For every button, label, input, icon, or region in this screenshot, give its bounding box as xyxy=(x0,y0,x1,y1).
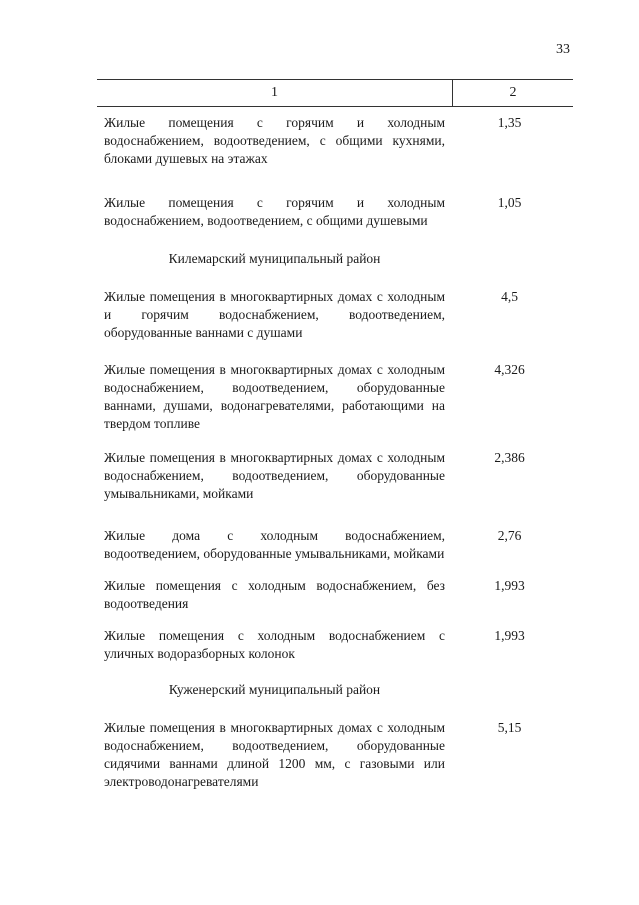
section-heading: Куженерский муниципальный район xyxy=(168,682,381,697)
row-description: Жилые помещения с горячим и холодным водоснабжением, водоотведением, с общими кухнями, блоками душевых на этажах xyxy=(104,115,445,166)
row-description: Жилые помещения с холодным водоснабжением с уличных водоразборных колонок xyxy=(104,628,445,661)
row-description: Жилые помещения в многоквартирных домах с холодным водоснабжением, водоотведением, оборудованные сидячими ваннами длиной 1200 мм, с газовыми или электроводонагревателями xyxy=(104,720,445,789)
row-value: 1,35 xyxy=(497,115,522,130)
table-row xyxy=(104,194,574,230)
row-value: 1,05 xyxy=(497,195,522,210)
table-row xyxy=(104,627,574,663)
table-row xyxy=(104,449,574,503)
section-heading: Килемарский муниципальный район xyxy=(168,251,381,266)
row-value: 2,386 xyxy=(494,450,525,465)
row-description: Жилые помещения в многоквартирных домах с холодным водоснабжением, водоотведением, оборудованные умывальниками, мойками xyxy=(104,450,445,501)
row-value: 4,326 xyxy=(494,362,525,377)
table-row xyxy=(104,527,574,563)
page-number: 33 xyxy=(556,42,570,57)
row-value: 5,15 xyxy=(497,720,522,735)
row-value: 1,993 xyxy=(494,628,525,643)
row-value: 1,993 xyxy=(494,578,525,593)
row-description: Жилые помещения с горячим и холодным водоснабжением, водоотведением, с общими душевыми xyxy=(104,195,445,228)
header-col-1: 1 xyxy=(97,80,453,106)
row-description: Жилые дома с холодным водоснабжением, водоотведением, оборудованные умывальниками, мойками xyxy=(104,528,445,561)
table-row xyxy=(104,114,574,168)
table-row xyxy=(104,361,574,433)
table-row xyxy=(104,288,574,342)
row-description: Жилые помещения в многоквартирных домах с холодным водоснабжением, водоотведением, оборудованные ваннами, душами, водонагревателями, работающими на твердом топливе xyxy=(104,362,445,431)
table-body xyxy=(104,114,574,791)
row-description: Жилые помещения в многоквартирных домах с холодным и горячим водоснабжением, водоотведением, оборудованные ваннами с душами xyxy=(104,289,445,340)
row-value: 4,5 xyxy=(501,289,518,304)
row-description: Жилые помещения с холодным водоснабжением, без водоотведения xyxy=(104,578,445,611)
table-row xyxy=(104,577,574,613)
table-header xyxy=(97,79,573,107)
table-row xyxy=(104,719,574,791)
row-value: 2,76 xyxy=(497,528,522,543)
header-col-2: 2 xyxy=(509,85,517,100)
